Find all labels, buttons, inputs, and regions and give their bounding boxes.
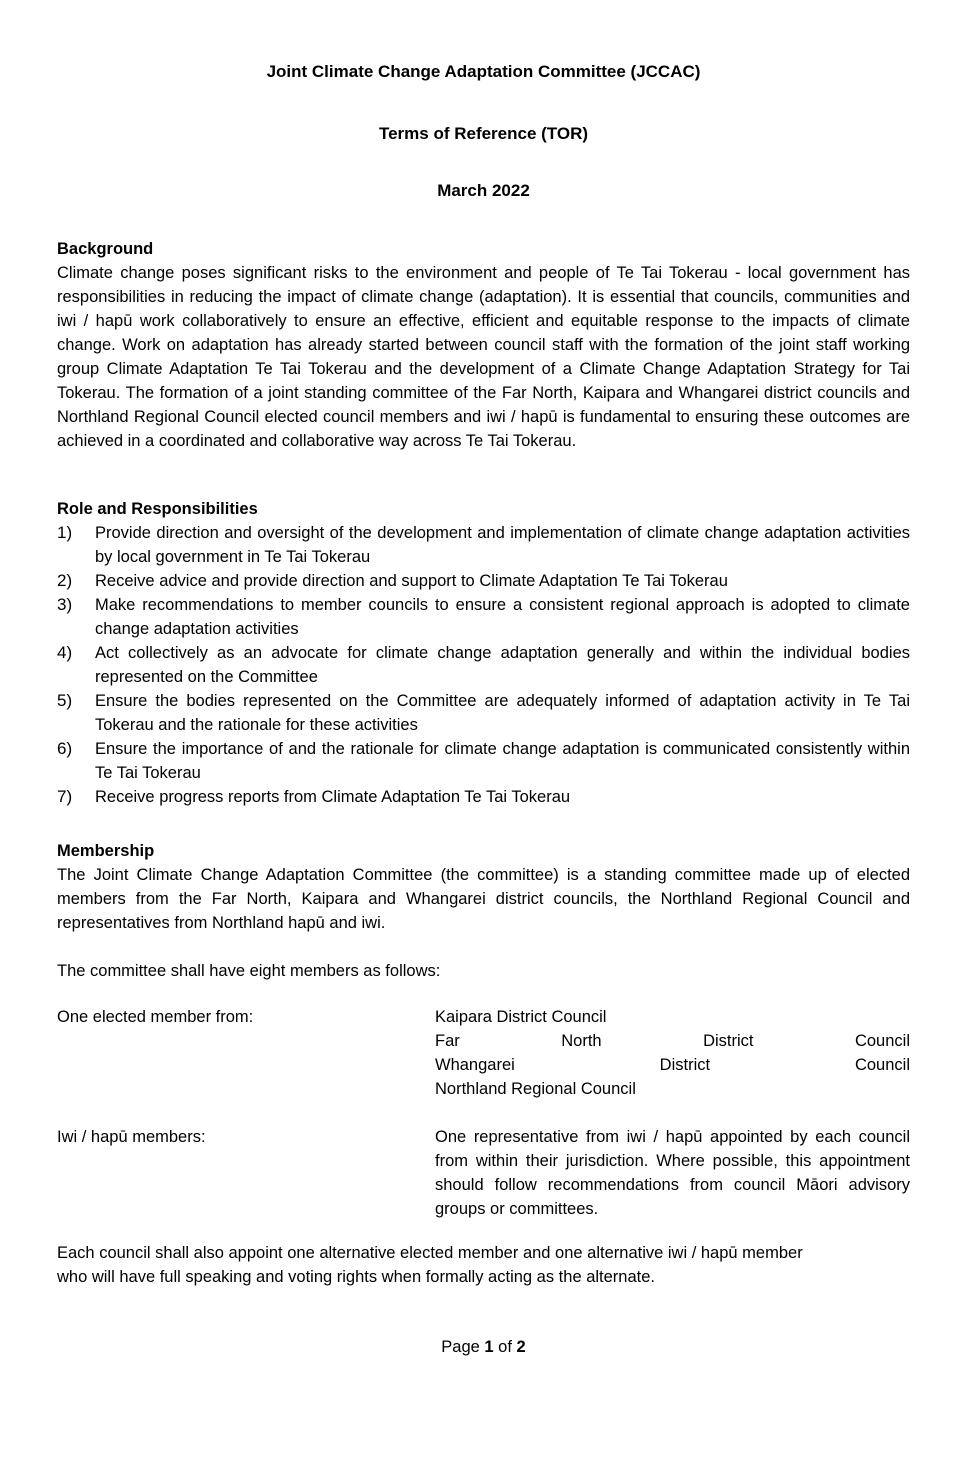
membership-count-line: The committee shall have eight members as follows: bbox=[57, 962, 441, 980]
footer-separator: of bbox=[493, 1338, 517, 1356]
council-list bbox=[435, 1005, 910, 1101]
document-page bbox=[0, 60, 967, 1359]
page-footer bbox=[57, 1335, 910, 1359]
membership-heading: Membership bbox=[57, 842, 155, 860]
background-paragraph: Climate change poses significant risks to the environment and people of Te Tai Tokerau - local government has responsibilities in reducing the impact of climate change (adaptation). It is essential that councils, communities and iwi / hapū work collaboratively to ensure an effective, efficient and equitable response to the impacts of climate change. Work on adaptation has already started between council staff with the formation of the joint staff working group Climate Adaptation Te Tai Tokerau and the development of a Climate Change Adaptation Strategy for Tai Tokerau. The formation of a joint standing committee of the Far North, Kaipara and Whangarei district councils and Northland Regional Council elected council members and iwi / hapū is fundamental to ensuring these outcomes are achieved in a coordinated and collaborative way across Te Tai Tokerau. bbox=[57, 264, 910, 450]
list-item bbox=[57, 785, 910, 809]
iwi-member-row bbox=[57, 1125, 910, 1221]
council-name: Whangarei District Council bbox=[435, 1056, 910, 1074]
council-name: Kaipara District Council bbox=[435, 1008, 607, 1026]
item-number: 7) bbox=[57, 787, 73, 806]
list-item bbox=[57, 521, 910, 569]
list-item bbox=[57, 689, 910, 737]
elected-member-row bbox=[57, 1005, 910, 1101]
list-item bbox=[57, 569, 910, 593]
item-text: Provide direction and oversight of the development and implementation of climate change adaptation activities by local government in Te Tai Tokerau bbox=[95, 524, 910, 566]
membership-intro-paragraph: The Joint Climate Change Adaptation Committee (the committee) is a standing committee made up of elected members from the Far North, Kaipara and Whangarei district councils, the Northland Regional Council and representatives from Northland hapū and iwi. bbox=[57, 866, 910, 932]
council-name: Far North District Council bbox=[435, 1032, 910, 1050]
item-number: 6) bbox=[57, 739, 73, 758]
total-page-number: 2 bbox=[516, 1338, 526, 1356]
document-title: Joint Climate Change Adaptation Committee (JCCAC) bbox=[266, 62, 701, 81]
elected-member-label: One elected member from: bbox=[57, 1008, 254, 1026]
item-number: 2) bbox=[57, 571, 73, 590]
item-number: 1) bbox=[57, 523, 73, 542]
footer-prefix: Page bbox=[441, 1338, 485, 1356]
item-text: Act collectively as an advocate for climate change adaptation generally and within the individual bodies represented on the Committee bbox=[95, 644, 910, 686]
roles-heading: Role and Responsibilities bbox=[57, 500, 258, 518]
list-item bbox=[57, 641, 910, 689]
iwi-member-label: Iwi / hapū members: bbox=[57, 1128, 206, 1146]
list-item bbox=[57, 737, 910, 785]
list-item bbox=[57, 593, 910, 641]
alternate-member-paragraph: Each council shall also appoint one alternative elected member and one alternative iwi / hapū member who will have full speaking and voting rights when formally acting as the alternate. bbox=[57, 1244, 803, 1286]
item-text: Receive progress reports from Climate Adaptation Te Tai Tokerau bbox=[95, 788, 571, 806]
item-text: Make recommendations to member councils to ensure a consistent regional approach is adopted to climate change adaptation activities bbox=[95, 596, 910, 638]
item-text: Ensure the importance of and the rationale for climate change adaptation is communicated consistently within Te Tai Tokerau bbox=[95, 740, 910, 782]
current-page-number: 1 bbox=[484, 1338, 494, 1356]
background-heading: Background bbox=[57, 240, 154, 258]
item-number: 4) bbox=[57, 643, 73, 662]
item-number: 3) bbox=[57, 595, 73, 614]
council-name: Northland Regional Council bbox=[435, 1080, 636, 1098]
iwi-member-description: One representative from iwi / hapū appointed by each council from within their jurisdiction. Where possible, this appointment should follow recommendations from council Māori advisory groups or committees. bbox=[435, 1128, 910, 1218]
item-text: Ensure the bodies represented on the Committee are adequately informed of adaptation activity in Te Tai Tokerau and the rationale for these activities bbox=[95, 692, 910, 734]
item-text: Receive advice and provide direction and support to Climate Adaptation Te Tai Tokerau bbox=[95, 572, 728, 590]
item-number: 5) bbox=[57, 691, 73, 710]
document-date: March 2022 bbox=[437, 181, 530, 200]
document-subtitle: Terms of Reference (TOR) bbox=[378, 124, 589, 143]
roles-list bbox=[57, 521, 910, 809]
